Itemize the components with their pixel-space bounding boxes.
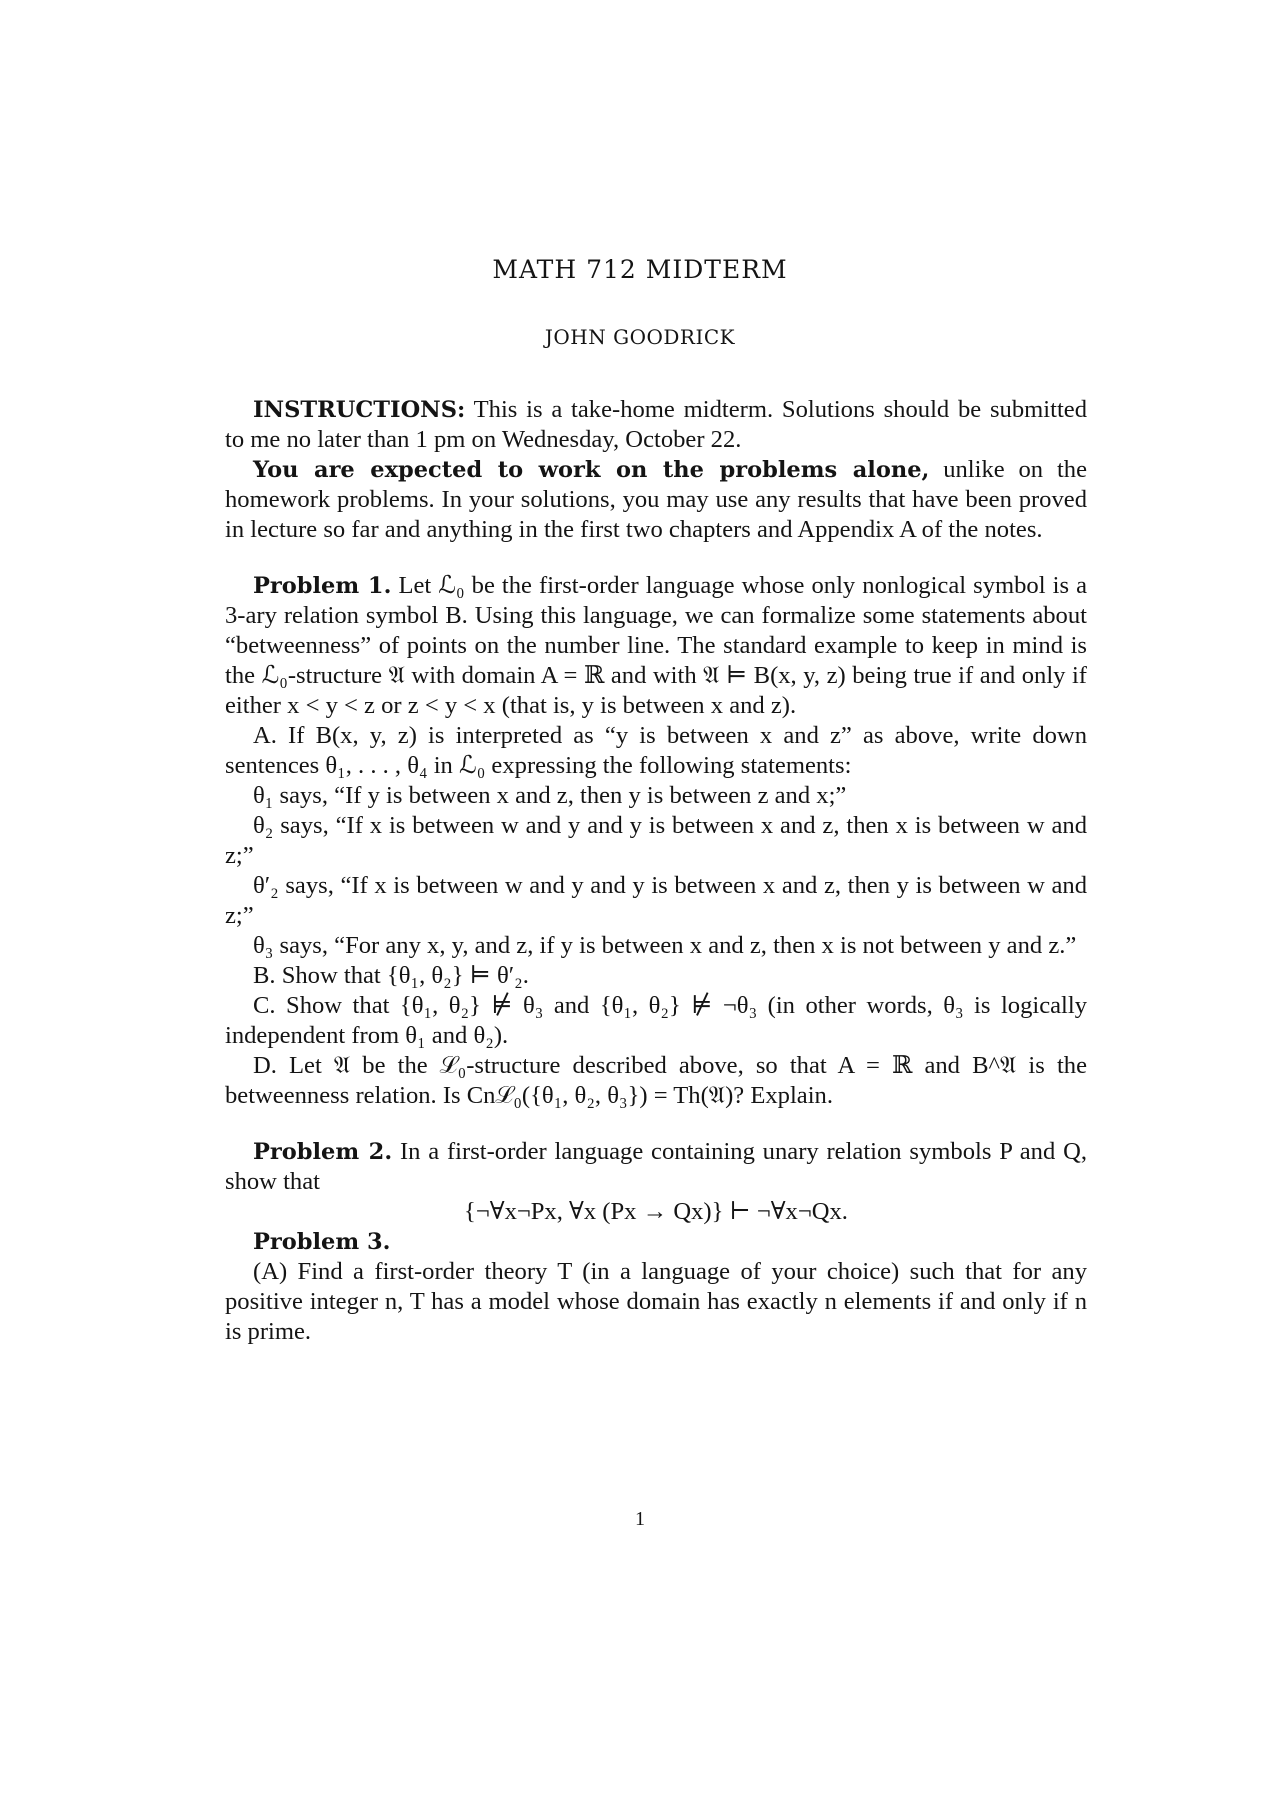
instructions-text: This is a take-home midterm. Solutions should be submitted to me no later than 1 pm on Wednesday, October 22. bbox=[225, 396, 1087, 453]
problem3-heading: Problem 3. bbox=[253, 1229, 391, 1255]
instructions-heading: INSTRUCTIONS: bbox=[253, 397, 466, 423]
instructions-emphasis: You are expected to work on the problems alone, bbox=[253, 457, 930, 483]
problem3-heading-line bbox=[225, 1227, 1087, 1257]
problem1-heading: Problem 1. bbox=[253, 573, 392, 599]
theta2-statement: θ₂ says, “If x is between w and y and y is between x and z, then x is between w and z;” bbox=[225, 812, 1087, 869]
theta2-prime-statement: θ′₂ says, “If x is between w and y and y is between x and z, then y is between w and z;” bbox=[225, 872, 1087, 929]
problem1-part-a: A. If B(x, y, z) is interpreted as “y is between x and z” as above, write down sentences θ₁, . . . , θ₄ in ℒ₀ expressing the following statements: bbox=[225, 722, 1087, 779]
instructions-paragraph bbox=[225, 395, 1087, 455]
problem1-part-c: C. Show that {θ₁, θ₂} ⊭ θ₃ and {θ₁, θ₂} ⊭ ¬θ₃ (in other words, θ₃ is logically independent from θ₁ and θ₂). bbox=[225, 992, 1087, 1049]
theta1-statement: θ₁ says, “If y is between x and z, then y is between z and x;” bbox=[253, 782, 847, 809]
problem3-part-a: (A) Find a first-order theory T (in a language of your choice) such that for any positive integer n, T has a model whose domain has exactly n elements if and only if n is prime. bbox=[225, 1258, 1087, 1345]
problem2-text bbox=[225, 1137, 1087, 1197]
problem2-heading: Problem 2. bbox=[253, 1139, 393, 1165]
problem1-intro bbox=[225, 571, 1087, 721]
theta3-statement: θ₃ says, “For any x, y, and z, if y is between x and z, then x is not between y and z.” bbox=[253, 932, 1077, 959]
page-number: 1 bbox=[635, 1508, 645, 1530]
problem1-part-b: B. Show that {θ₁, θ₂} ⊨ θ′₂. bbox=[253, 962, 529, 989]
instructions-paragraph-2 bbox=[225, 455, 1087, 545]
page-title: MATH 712 MIDTERM bbox=[492, 255, 788, 284]
problem1-part-d: D. Let 𝔄 be the ℒ₀-structure described above, so that A = ℝ and B^𝔄 is the betweenness relation. Is Cnℒ₀({θ₁, θ₂, θ₃}) = Th(𝔄)? Explain. bbox=[225, 1052, 1087, 1109]
problem2-display-formula: {¬∀x¬Px, ∀x (Px → Qx)} ⊢ ¬∀x¬Qx. bbox=[464, 1198, 848, 1225]
problem1-intro-text: Let ℒ₀ be the first-order language whose only nonlogical symbol is a 3-ary relation symbol B. Using this language, we can formalize some statements about “betweenness” of points on the number line. The standard example to keep in mind is the ℒ₀-structure 𝔄 with domain A = ℝ and with 𝔄 ⊨ B(x, y, z) being true if and only if either x < y < z or z < y < x (that is, y is between x and z). bbox=[225, 572, 1087, 719]
problem2-body: In a first-order language containing unary relation symbols P and Q, show that bbox=[225, 1138, 1087, 1195]
document-body bbox=[225, 395, 1087, 1347]
instructions-text-2: unlike on the homework problems. In your solutions, you may use any results that have been proved in lecture so far and anything in the first two chapters and Appendix A of the notes. bbox=[225, 456, 1087, 543]
author-name: JOHN GOODRICK bbox=[544, 325, 736, 349]
